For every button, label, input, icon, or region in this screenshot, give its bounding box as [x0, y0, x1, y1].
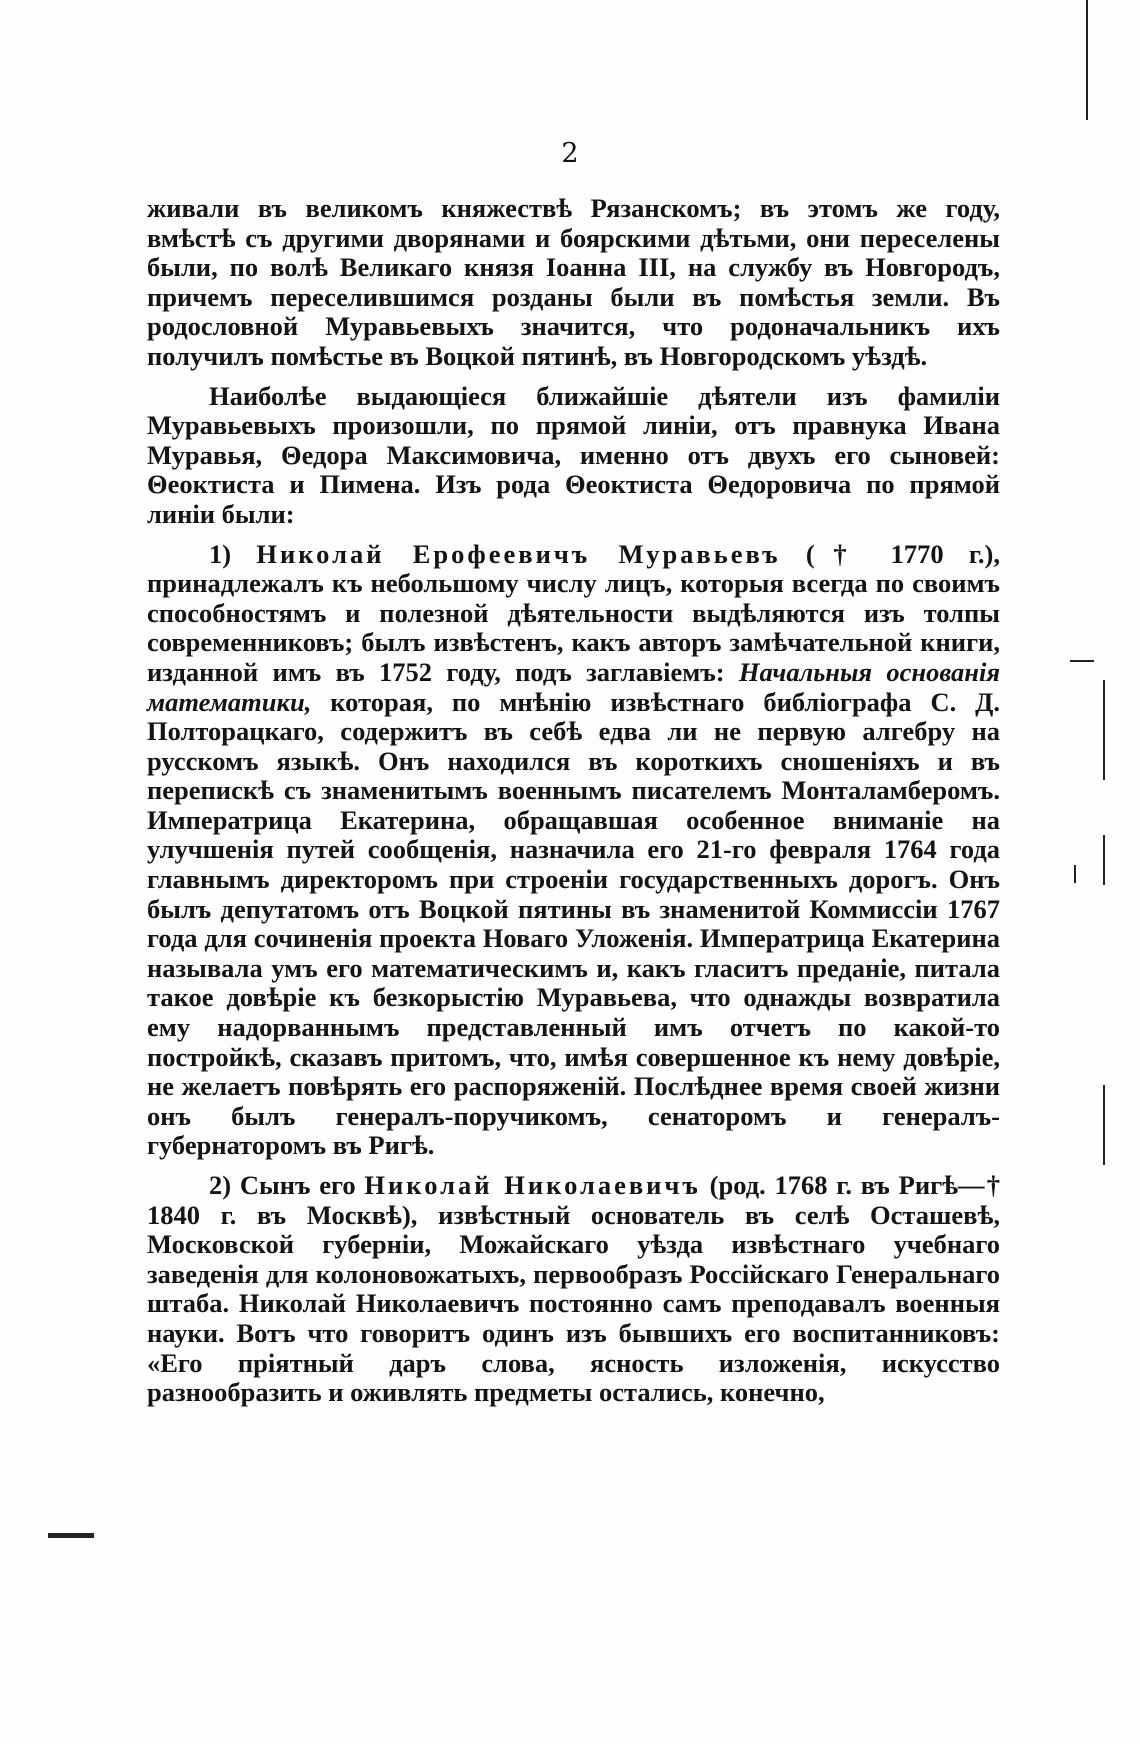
page-number: 2: [561, 138, 579, 169]
scan-artifact-right-bar-2: [1103, 835, 1105, 885]
paragraph: [147, 382, 1000, 530]
text-run: († 1770 г.), принадлежалъ къ небольшому числу лицъ, которыя всегда по своимъ способностямъ и полезной дѣятельности выдѣляются изъ толпы современниковъ; былъ извѣстенъ, какъ авторъ замѣчательной книги, изданной имъ въ 1752 году, подъ заглавіемъ:: [147, 538, 1001, 687]
book-title: Начальныя основанія математики,: [147, 656, 1000, 717]
text-run: живали въ великомъ княжествѣ Рязанскомъ; въ этомъ же году, вмѣстѣ съ другими дворянами и боярскими дѣтьми, они переселены были, по волѣ Великаго князя Іоанна III, на службу въ Новгородъ, причемъ переселившимся розданы были въ помѣстья земли. Въ родословной Муравьевыхъ значится, что родоначальникъ ихъ получилъ помѣстье въ Воцкой пятинѣ, въ Новгородскомъ уѣздѣ.: [147, 193, 1000, 371]
paragraph: [147, 540, 1000, 1161]
text-run: 1): [209, 538, 257, 569]
text-run: которая, по мнѣнію извѣстнаго библіографа С. Д. Полторацкаго, содержитъ въ себѣ едва ли не первую алгебру на русскомъ языкѣ. Онъ находился въ короткихъ сношеніяхъ и въ перепискѣ съ знаменитымъ военнымъ писателемъ Монталамберомъ. Императрица Екатерина, обращавшая особенное вниманіе на улучшенія путей сообщенія, назначила его 21-го февраля 1764 года главнымъ директоромъ при строеніи государственныхъ дорогъ. Онъ былъ депутатомъ отъ Воцкой пятины въ знаменитой Коммиссіи 1767 года для сочиненія проекта Новаго Уложенія. Императрица Екатерина называла умъ его математическимъ и, какъ гласитъ преданіе, питала такое довѣріе къ безкорыстію Муравьева, что однажды возвратила ему надорваннымъ представленный имъ отчетъ по какой-то постройкѣ, сказавъ притомъ, что, имѣя совершенное къ нему довѣріе, не желаетъ повѣрять его распоряженій. Послѣднее время своей жизни онъ былъ генералъ-поручикомъ, сенаторомъ и генералъ-губернаторомъ въ Ригѣ.: [147, 686, 1000, 1161]
scan-artifact-right-dash: [1070, 660, 1094, 662]
text-run: (род. 1768 г. въ Ригѣ—† 1840 г. въ Москвѣ), извѣстный основатель въ селѣ Осташевѣ, Московской губерніи, Можайскаго уѣзда извѣстнаго учебнаго заведенія для колоновожатыхъ, первообразъ Россійскаго Генеральнаго штаба. Николай Николаевичъ постоянно самъ преподавалъ военныя науки. Вотъ что говоритъ одинъ изъ бывшихъ его воспитанниковъ: «Его пріятный даръ слова, ясность изложенія, искусство разнообразить и оживлять предметы остались, конечно,: [147, 1170, 1000, 1408]
paragraph: [147, 194, 1000, 372]
scan-artifact-left-dash: [48, 1533, 94, 1538]
text-run: Наиболѣе выдающіеся ближайшіе дѣятели изъ фамиліи Муравьевыхъ произошли, по прямой линіи, отъ правнука Ивана Муравья, Θедора Максимовича, именно отъ двухъ его сыновей: Θеоктиста и Пимена. Изъ рода Θеоктиста Θедоровича по прямой линіи были:: [147, 380, 1000, 529]
person-name: Николай Ерофеевичъ Муравьевъ: [256, 538, 781, 569]
body-text: [147, 194, 1000, 1408]
person-name: Николай Николаевичъ: [364, 1170, 701, 1200]
paragraph: [147, 1171, 1000, 1408]
scan-artifact-right-bar-1: [1103, 680, 1105, 780]
scan-artifact-right-top: [1086, 0, 1088, 120]
scan-artifact-right-bar-3: [1103, 1085, 1105, 1165]
scan-artifact-right-tick: [1074, 865, 1076, 883]
text-run: 2) Сынъ его: [209, 1170, 365, 1200]
